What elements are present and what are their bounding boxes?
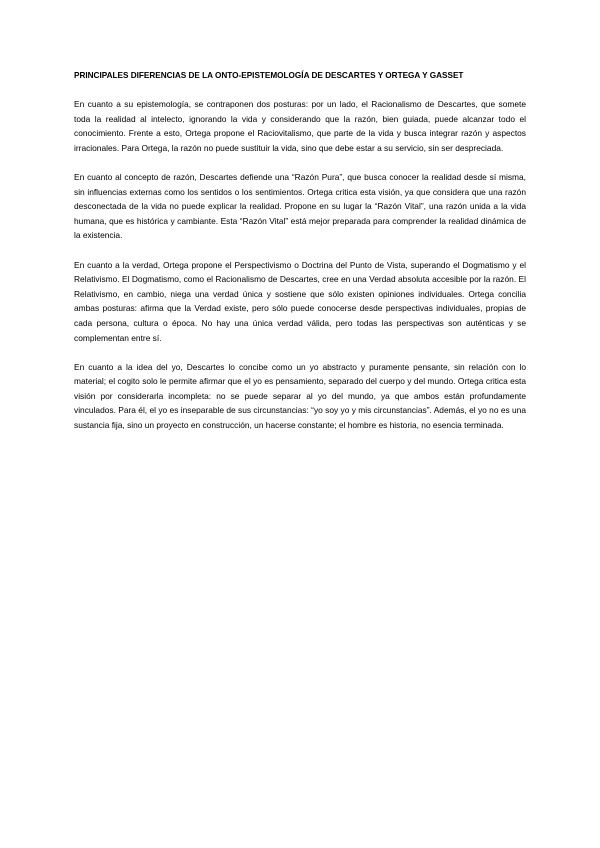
document-content bbox=[74, 70, 526, 447]
paragraph-truth: En cuanto a la verdad, Ortega propone el Perspectivismo o Doctrina del Punto de Vista, superando el Dogmatismo y el Relativismo. El Dogmatismo, como el Racionalismo de Descartes, cree en una Verdad absoluta accesible por la razón. El Relativismo, en cambio, niega una verdad única y sostiene que sólo existen opiniones individuales. Ortega concilia ambas posturas: afirma que la Verdad existe, pero sólo puede conocerse desde perspectivas individuales, propias de cada persona, cultura o época. No hay una única verdad válida, pero todas las perspectivas son auténticas y se complementan entre sí. bbox=[74, 259, 526, 343]
paragraph-reason: En cuanto al concepto de razón, Descartes defiende una “Razón Pura”, que busca conocer la realidad desde sí misma, sin influencias externas como los sentidos o los sentimientos. Ortega critica esta visión, ya que considera que una razón desconectada de la vida no puede explicar la realidad. Propone en su lugar la “Razón Vital”, una razón unida a la vida humana, que es histórica y cambiante. Esta “Razón Vital” está mejor preparada para comprender la realidad dinámica de la existencia. bbox=[74, 171, 526, 241]
document-title: PRINCIPALES DIFERENCIAS DE LA ONTO-EPISTEMOLOGÍA DE DESCARTES Y ORTEGA Y GASSET bbox=[74, 71, 464, 80]
paragraph-epistemology: En cuanto a su epistemología, se contraponen dos posturas: por un lado, el Racionalismo de Descartes, que somete toda la realidad al intelecto, ignorando la vida y considerando que la razón, bien guiada, puede alcanzar todo el conocimiento. Frente a esto, Ortega propone el Raciovitalismo, que parte de la vida y busca integrar razón y aspectos irracionales. Para Ortega, la razón no puede sustituir la vida, sino que debe estar a su servicio, sin ser despreciada. bbox=[74, 99, 526, 153]
paragraph-self: En cuanto a la idea del yo, Descartes lo concibe como un yo abstracto y puramente pensante, sin relación con lo material; el cogito solo le permite afirmar que el yo es pensamiento, separado del cuerpo y del mundo. Ortega critica esta visión por considerarla incompleta: no se puede separar al yo del mundo, ya que ambos están profundamente vinculados. Para él, el yo es inseparable de sus circunstancias: “yo soy yo y mis circunstancias”. Además, el yo no es una sustancia fija, sino un proyecto en construcción, un hacerse constante; el hombre es historia, no esencia terminada. bbox=[74, 361, 526, 431]
